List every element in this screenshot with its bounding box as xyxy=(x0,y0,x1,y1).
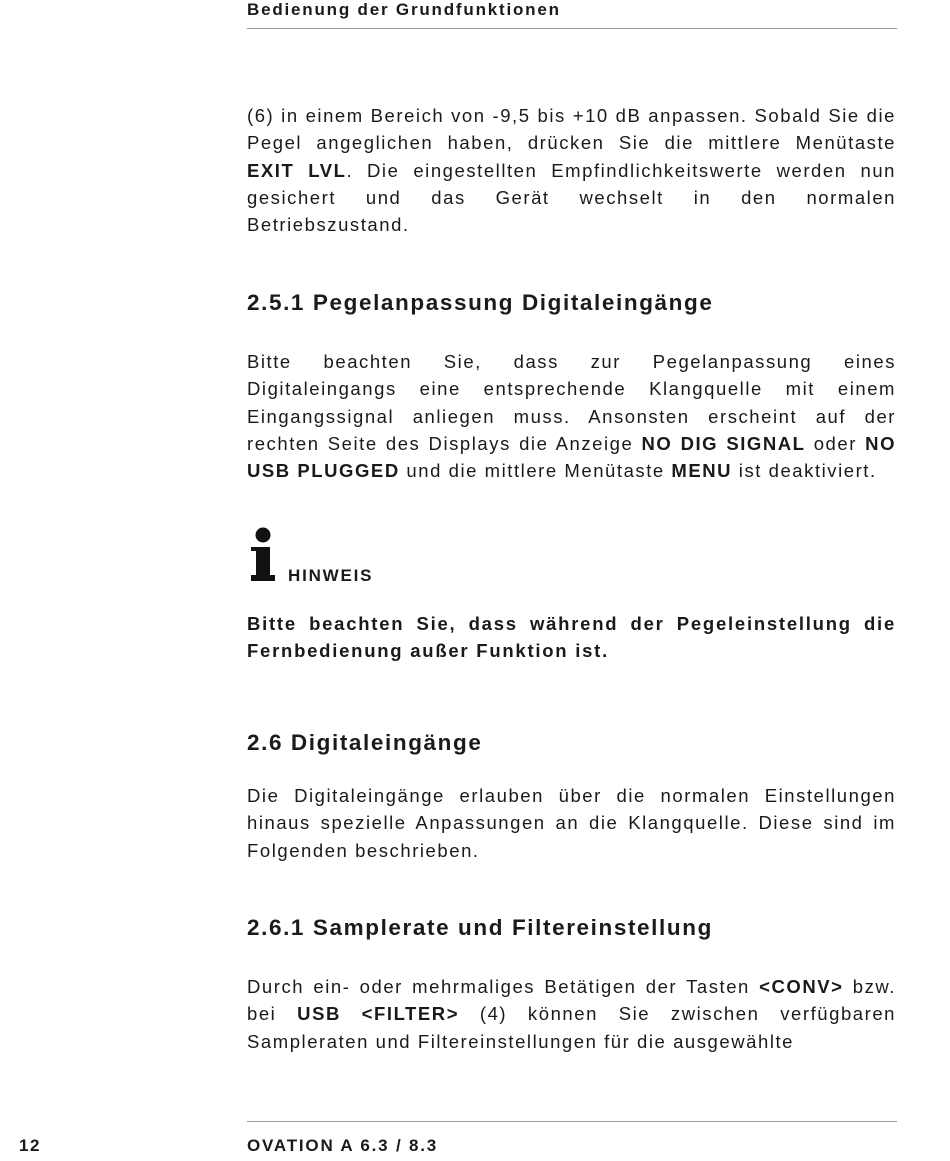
body-text: (4) können Sie zwischen verfügbaren Sampleraten und Filtereinstellungen für die ausgewählte xyxy=(247,1003,897,1052)
exit-lvl-keyword: EXIT LVL xyxy=(247,159,347,181)
section-2-6-body xyxy=(247,782,896,864)
body-text: ist deaktiviert. xyxy=(732,460,877,482)
footer-title: OVATION A 6.3 / 8.3 xyxy=(247,1136,439,1155)
note-label: HINWEIS xyxy=(288,566,374,585)
section-2-5-1 xyxy=(247,290,896,316)
section-heading: 2.6.1 Samplerate und Filtereinstellung xyxy=(247,915,713,940)
body-text: oder xyxy=(805,432,866,454)
section-2-6 xyxy=(247,730,896,756)
no-dig-signal-keyword: NO DIG SIGNAL xyxy=(641,432,806,454)
body-text: Bitte beachten Sie, dass zur Pegelanpassung eines Digitaleingangs eine entsprechende Klangquelle mit einem Eingangssignal anliegen muss. Ansonsten erscheint auf der rechten Seite des Displays die Anzeige xyxy=(247,351,896,454)
footer-divider xyxy=(247,1121,897,1122)
section-2-6-1-body xyxy=(247,973,896,1055)
info-icon xyxy=(249,525,275,582)
body-text: bzw. bei xyxy=(247,976,896,1025)
no-usb-plugged-keyword: NO USB PLUGGED xyxy=(247,432,897,482)
section-paragraph: Die Digitaleingänge erlauben über die normalen Einstellungen hinaus spezielle Anpassungen an die Klangquelle. Diese sind im Folgenden beschrieben. xyxy=(247,785,896,861)
section-heading: 2.6 Digitaleingänge xyxy=(247,730,483,755)
conv-key-keyword: <CONV> xyxy=(759,976,844,997)
section-paragraph xyxy=(247,973,896,1055)
header-divider xyxy=(247,28,897,29)
running-header: Bedienung der Grundfunktionen xyxy=(247,0,561,19)
section-paragraph xyxy=(247,348,896,484)
menu-keyword: MENU xyxy=(671,460,733,482)
section-heading: 2.5.1 Pegelanpassung Digitaleingänge xyxy=(247,290,714,315)
page-number: 12 xyxy=(19,1136,41,1155)
usb-filter-keyword: USB <FILTER> xyxy=(297,1003,460,1025)
intro-text-2: . Die eingestellten Empfindlichkeitswerte werden nun gesichert und das Gerät wechselt in den normalen Betriebszustand. xyxy=(247,159,896,236)
note-text: Bitte beachten Sie, dass während der Pegeleinstellung die Fernbedienung außer Funktion ist. xyxy=(247,613,896,662)
section-2-5-1-body xyxy=(247,348,896,484)
body-text: und die mittlere Menütaste xyxy=(399,460,672,482)
intro-section xyxy=(247,102,896,238)
intro-paragraph xyxy=(247,102,896,238)
intro-text-1: (6) in einem Bereich von -9,5 bis +10 dB anpassen. Sobald Sie die Pegel angeglichen haben, drücken Sie die mittlere Menütaste xyxy=(247,105,896,154)
section-2-6-1 xyxy=(247,915,896,941)
body-text: Durch ein- oder mehrmaliges Betätigen der Tasten xyxy=(247,976,760,997)
